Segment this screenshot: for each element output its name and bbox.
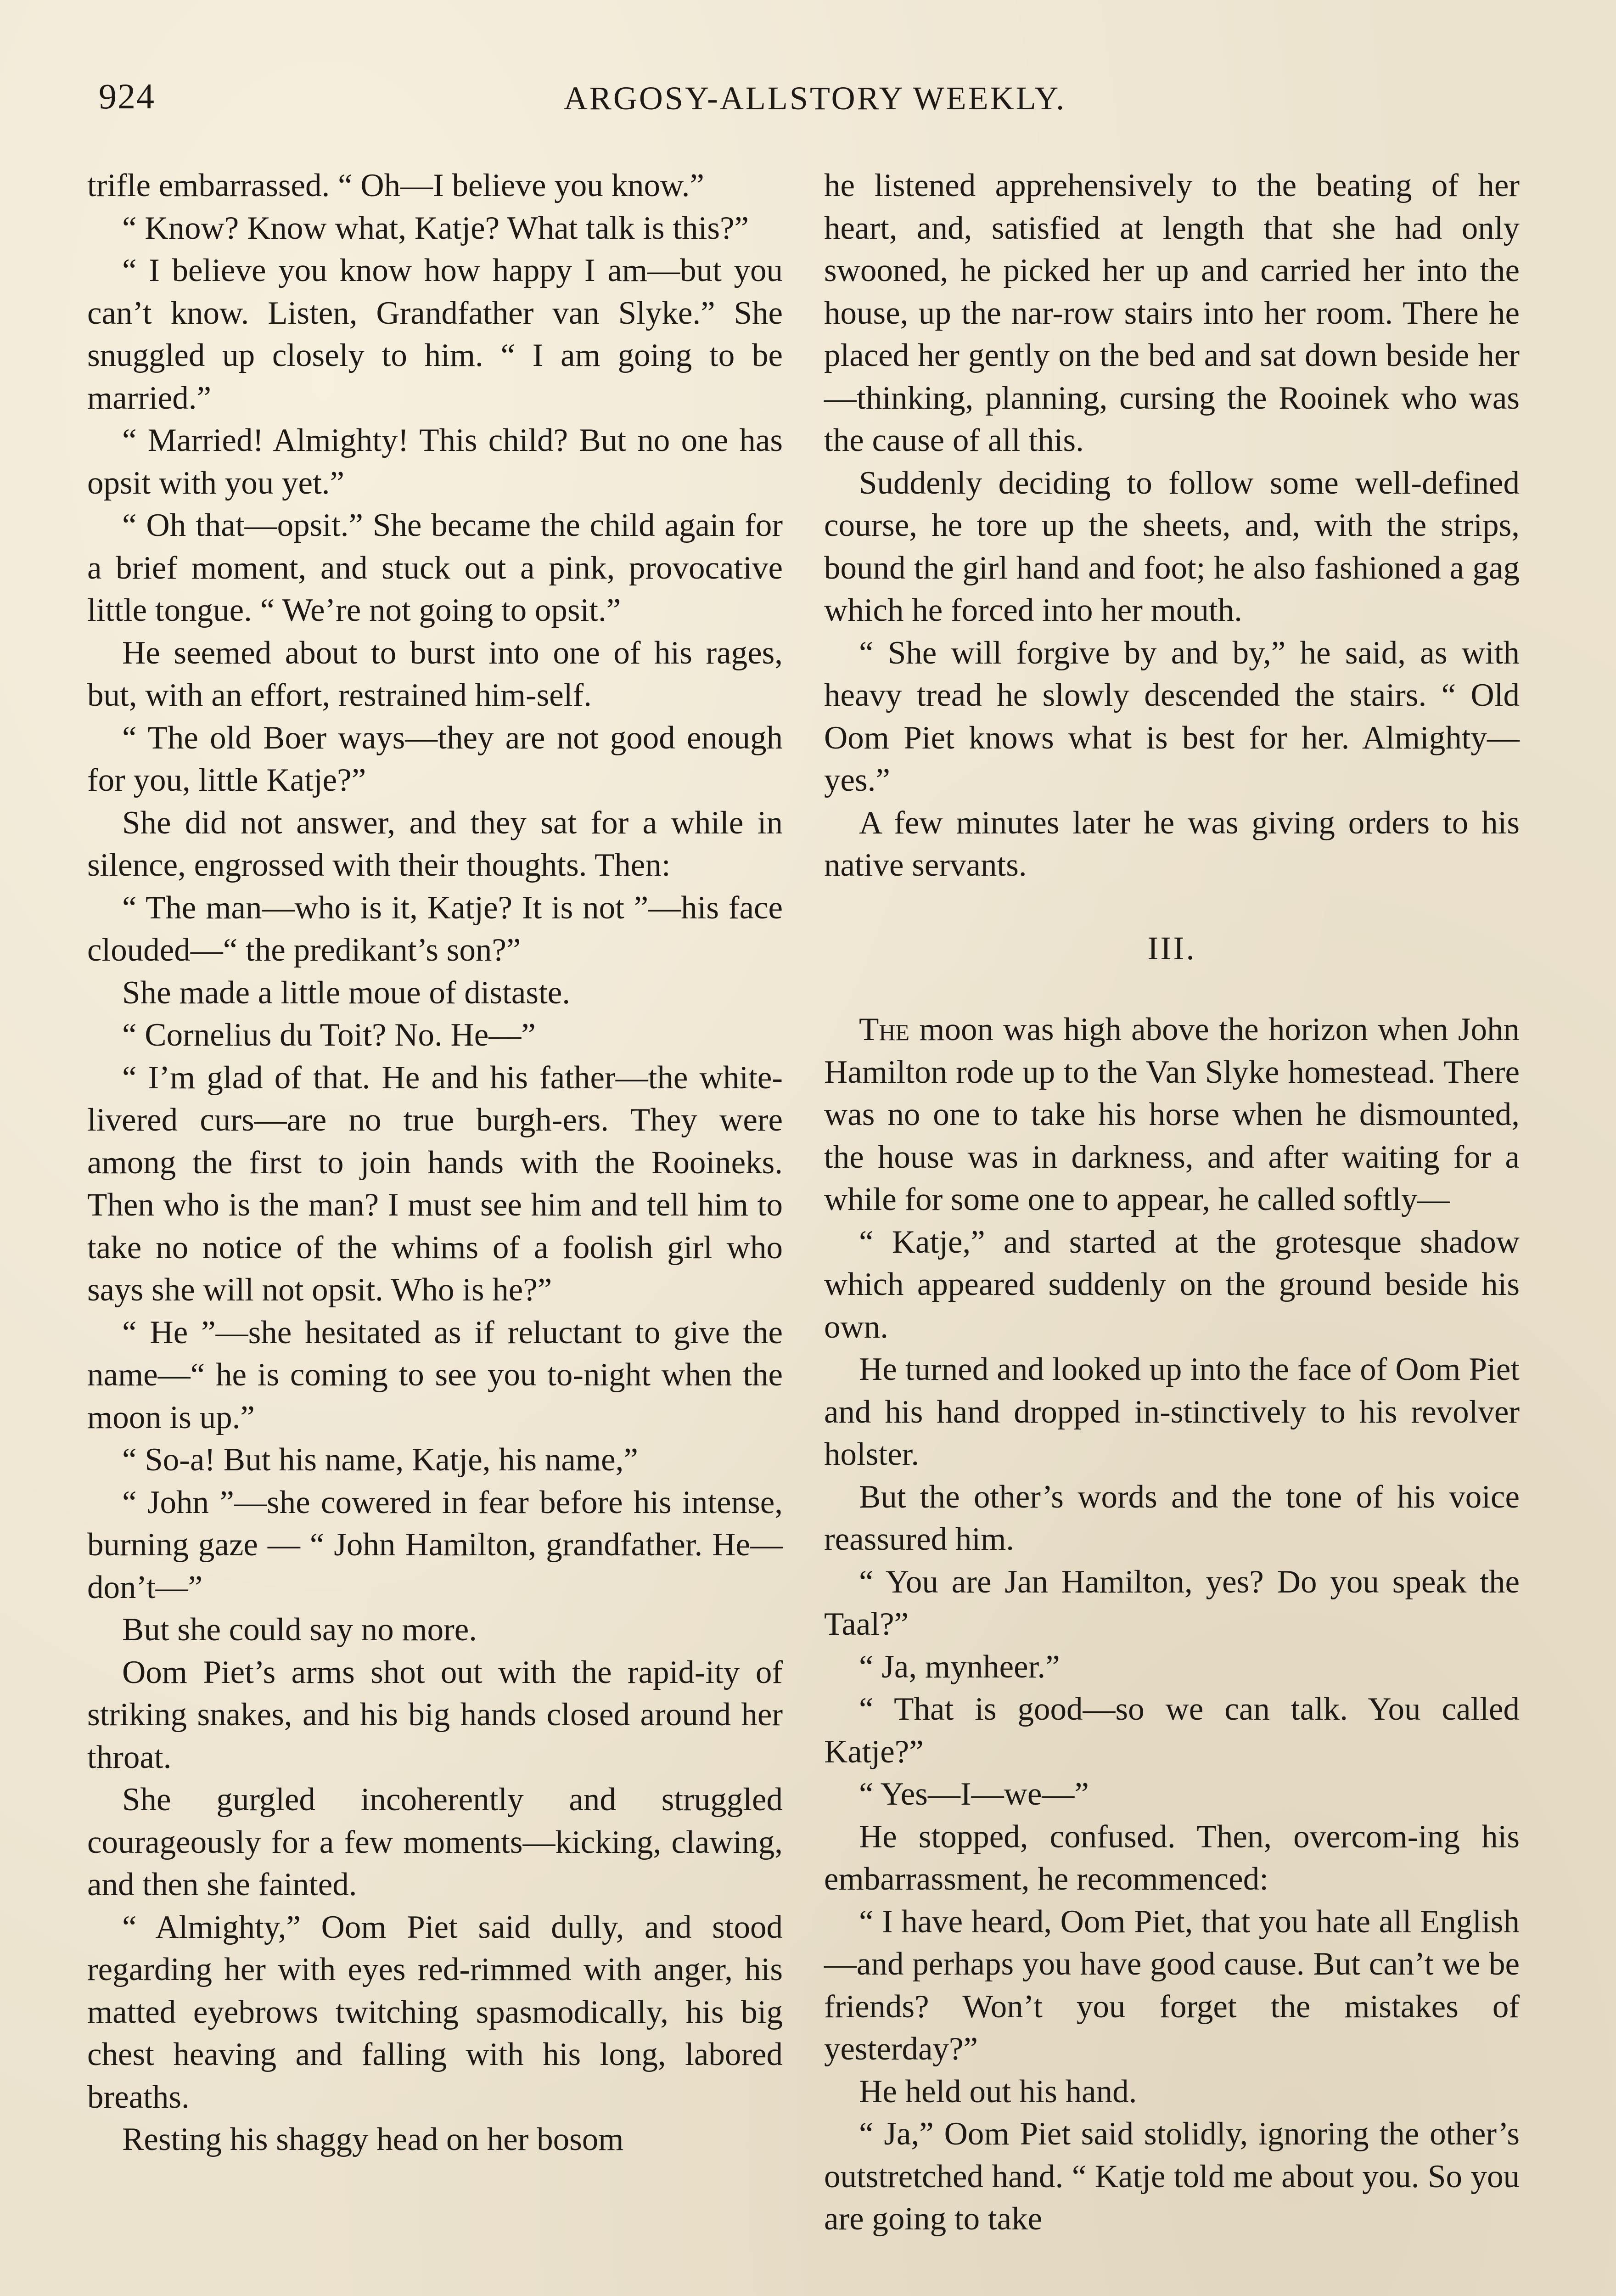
paragraph: Resting his shaggy head on her bosom [122,2122,624,2157]
paragraph: “ I have heard, Oom Piet, that you hate all English—and perhaps you have good cause. But can’t we be friends? Won’t you forget the mistakes of yesterday?” [824,1903,1520,2067]
paragraph: “ Oh that—opsit.” She became the child again for a brief moment, and stuck out a pink, provocative little tongue. “ We’re not going to opsit.” [87,507,783,628]
page-number: 924 [99,76,155,116]
paragraph: “ Married! Almighty! This child? But no one has opsit with you yet.” [87,422,783,501]
right-column [824,164,1520,2240]
paragraph: “ Ja, mynheer.” [859,1649,1060,1685]
paragraph: “ I’m glad of that. He and his father—the white-livered curs—are no true burgh-ers. They were among the first to join hands with the Rooineks. Then who is the man? I must see him and tell him to take no notice of the whims of a foolish girl who says she will not opsit. Who is he?” [87,1059,783,1308]
paragraph: “ John ”—she cowered in fear before his intense, burning gaze — “ John Hamilton, grandfather. He—don’t—” [87,1484,783,1605]
paragraph: A few minutes later he was giving orders to his native servants. [824,805,1520,883]
paragraph: “ The old Boer ways—they are not good enough for you, little Katje?” [87,720,783,798]
drop-word: The [859,1012,910,1047]
paragraph: “ Ja,” Oom Piet said stolidly, ignoring the other’s outstretched hand. “ Katje told me about you. So you are going to take [824,2116,1520,2237]
paragraph: He turned and looked up into the face of Oom Piet and his hand dropped in-stinctively to his revolver holster. [824,1351,1520,1472]
paragraph: He held out his hand. [859,2073,1137,2110]
page-header [99,76,1531,126]
paragraph: Oom Piet’s arms shot out with the rapid-ity of striking snakes, and his big hands closed around her throat. [87,1654,783,1775]
paragraph: She did not answer, and they sat for a while in silence, engrossed with their thoughts. Then: [87,805,783,883]
paragraph: Suddenly deciding to follow some well-defined course, he tore up the sheets, and, with the strips, bound the girl hand and foot; he also fashioned a gag which he forced into her mouth. [824,465,1520,628]
paragraph: “ She will forgive by and by,” he said, as with heavy tread he slowly descended the stairs. “ Old Oom Piet knows what is best for her. Almighty—yes.” [824,635,1520,798]
paragraph: He seemed about to burst into one of his rages, but, with an effort, restrained him-self. [87,635,783,713]
paragraph: “ Almighty,” Oom Piet said dully, and stood regarding her with eyes red-rimmed with anger, his matted eyebrows twitching spasmodically, his big chest heaving and falling with his long, labored breaths. [87,1909,783,2115]
paragraph: he listened apprehensively to the beating of her heart, and, satisfied at length that she had only swooned, he picked her up and carried her into the house, up the nar-row stairs into her room. There he placed her gently on the bed and sat down beside her—thinking, planning, cursing the Rooinek who was the cause of all this. [824,168,1520,458]
opening-text: moon was high above the horizon when John Hamilton rode up to the Van Slyke homestead. There was no one to take his horse when he dismounted, the house was in darkness, and after waiting for a while for some one to appear, he called softly— [824,1012,1520,1217]
running-head: ARGOSY-ALLSTORY WEEKLY. [563,80,1066,117]
left-column [87,164,783,2161]
paragraph: “ Yes—I—we—” [859,1776,1089,1812]
paragraph: She made a little moue of distaste. [122,974,571,1011]
paragraph: “ Cornelius du Toit? No. He—” [122,1017,536,1053]
paragraph: But she could say no more. [122,1612,477,1648]
paragraph: “ I believe you know how happy I am—but you can’t know. Listen, Grandfather van Slyke.” She snuggled up closely to him. “ I am going to be married.” [87,253,783,416]
paragraph: “ He ”—she hesitated as if reluctant to give the name—“ he is coming to see you to-night when the moon is up.” [87,1314,783,1435]
section-heading: III. [1147,929,1196,967]
paragraph: “ So-a! But his name, Katje, his name,” [122,1442,638,1478]
paragraph: He stopped, confused. Then, overcom-ing his embarrassment, he recommenced: [824,1818,1520,1897]
paragraph: “ Know? Know what, Katje? What talk is this?” [122,210,749,246]
section-opening-paragraph [824,1008,1520,1221]
paragraph: “ The man—who is it, Katje? It is not ”—his face clouded—“ the predikant’s son?” [87,889,783,968]
paragraph: “ That is good—so we can talk. You called Katje?” [824,1691,1520,1770]
paragraph: But the other’s words and the tone of his voice reassured him. [824,1479,1520,1557]
paragraph: “ Katje,” and started at the grotesque shadow which appeared suddenly on the ground beside his own. [824,1224,1520,1345]
paragraph: trifle embarrassed. “ Oh—I believe you know.” [87,168,704,203]
paragraph: She gurgled incoherently and struggled courageously for a few moments—kicking, clawing, and then she fainted. [87,1782,783,1902]
paragraph: “ You are Jan Hamilton, yes? Do you speak the Taal?” [824,1564,1520,1642]
